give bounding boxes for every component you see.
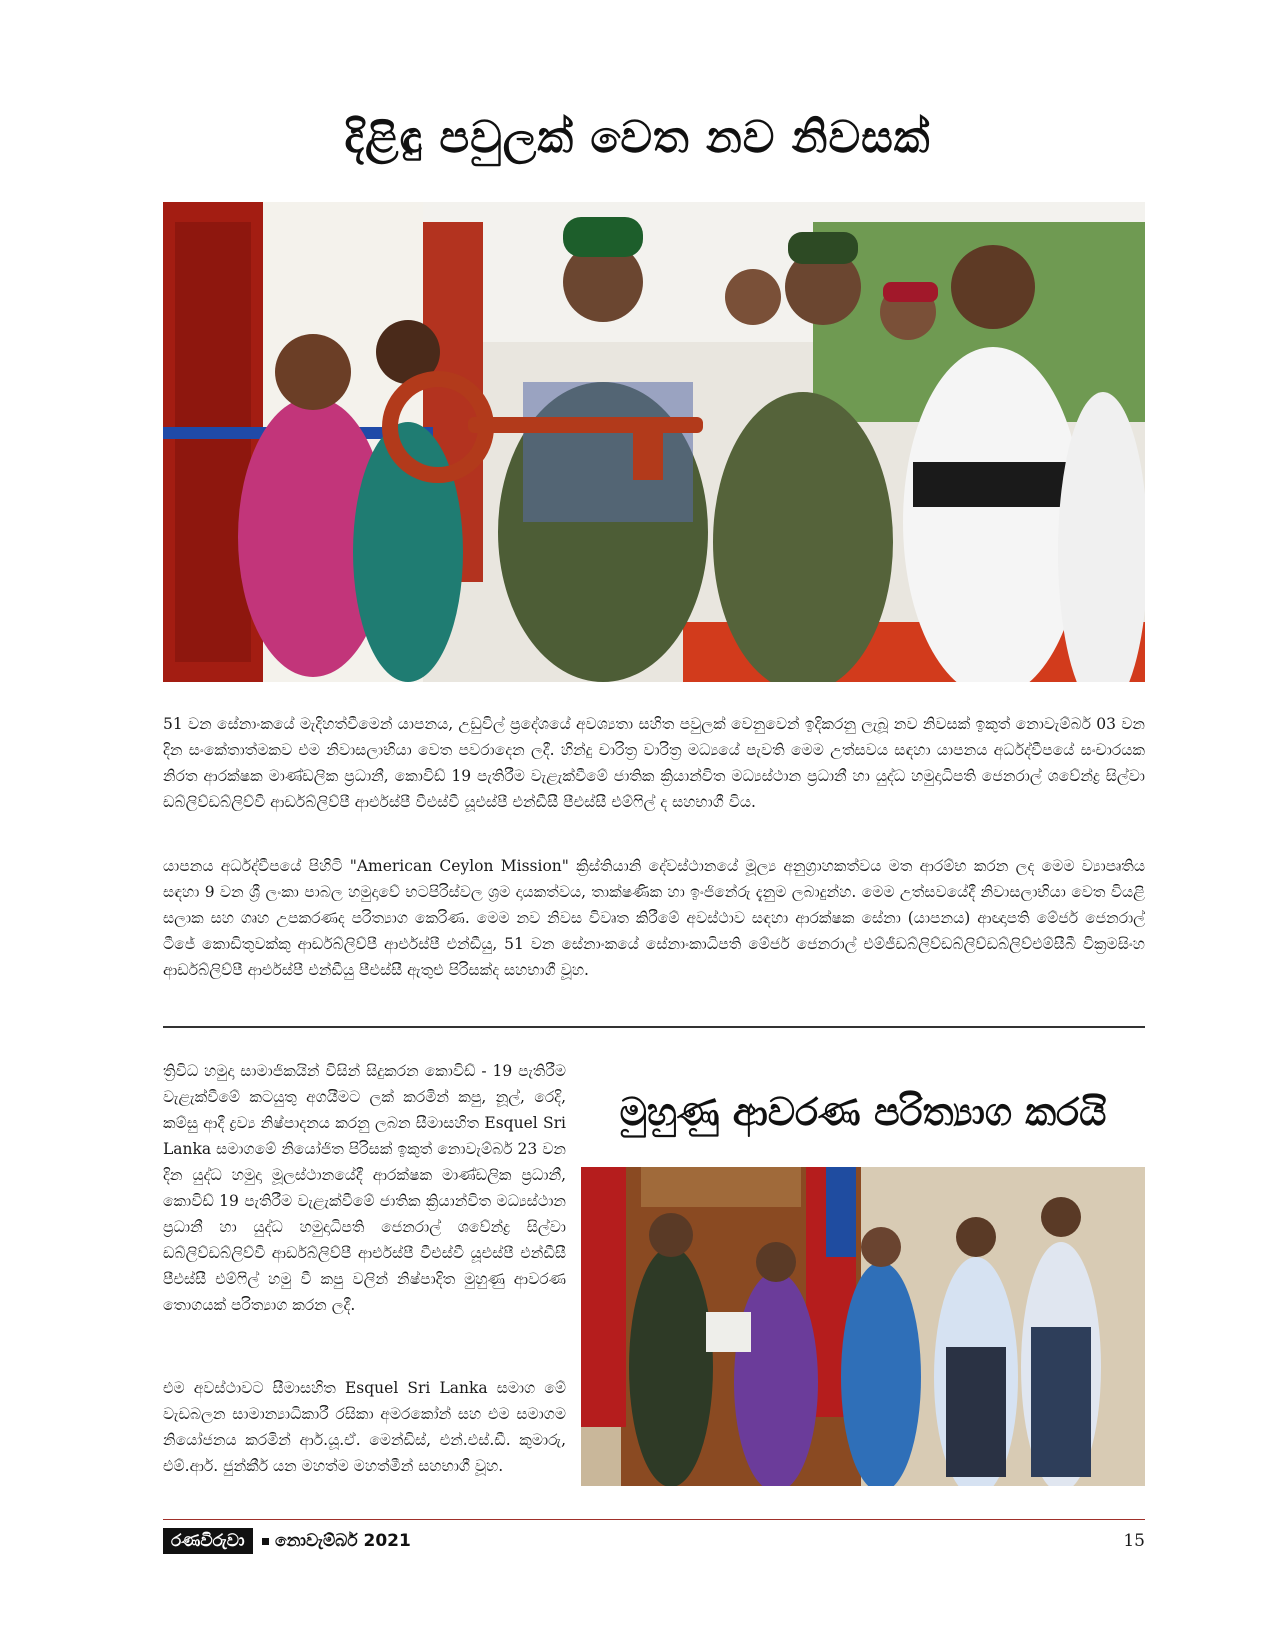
article-headline: දිළිඳු පවුලක් වෙත නව නිවසක් <box>344 112 931 163</box>
donation-paragraph-1: ත්‍රිවිධ හමුදා සාමාජිකයින් විසින් සිදුකරන කොවිඩ් - 19 පැතිරීම වැළැක්වීමේ කටයුතු අගයීමට ලක් කරමින් කපු, නූල්, රෙදි, කම්සු ආදී ද්‍රව්‍ය නිෂ්පාදනය කරනු ලබන සීමාසහිත Esquel Sri Lanka සමාගමේ නියෝජිත පිරිසක් ඉකුත් නොවැම්බර් 23 වන දින යුද්ධ හමුදා මූලස්ථානයේදී ආරක්ෂක මාණ්ඩලික ප්‍රධානී, කොවිඩ් 19 පැතිරීම වැළැක්වීමේ ජාතික ක්‍රියාන්විත මධ්‍යස්ථාන ප්‍රධානී හා යුද්ධ හමුදාධිපති ජෙනරාල් ශවේන්ද්‍ර සිල්වා ඩබ්ලිව්ඩබ්ලිව්වී ආර්ඩබ්ලිව්පී ආර්එස්පී වීඑස්වී යූඑස්පී එන්ඩීසී පීඑස්සී එම්ෆිල් හමු වී කපු වලින් නිෂ්පාදිත මුහුණු ආවරණ තොගයක් පරිත්‍යාග කරන ලදී. <box>163 1062 566 1314</box>
mask-donation-photo-art <box>581 1167 1145 1486</box>
donation-paragraph-2: එම අවස්ථාවට සීමාසහිත Esquel Sri Lanka සමාග මේ වැඩබලන සාමාන්‍යාධිකාරී රසිකා අමරකෝන් සහ එම සමාගම නියෝජනය කරමින් ආර්.යූ.ඒ. මෙන්ඩිස්, එන්.එස්.ඩී. කුමාරු, එම්.ආර්. ජුන්කීර් යන මහත්ම මහත්මීන් සහභාගී වූහ. <box>163 1379 566 1475</box>
donation-headline: මුහුණු ආවරණ පරිත්‍යාග කරයි <box>619 1090 1107 1134</box>
article-paragraph-1: 51 වන සේනාංකයේ මැදිහත්වීමෙන් යාපනය, උඩුවිල් ප්‍රදේශයේ අවශ්‍යතා සහිත පවුලක් වෙනුවෙන් ඉදිකරනු ලැබූ නව නිවසක් ඉකුත් නොවැම්බර් 03 වන දින සංකේතාත්මකව එම නිවාසලාභියා වෙත පවරාදෙන ලදී. හින්දු චාරිත්‍ර වාරිත්‍ර මධ්‍යයේ පැවති මෙම උත්සවය සඳහා යාපනය අර්ධද්වීපයේ සංචාරයක නිරත ආරක්ෂක මාණ්ඩලික ප්‍රධානී, කොවිඩ් 19 පැතිරීම වැළැක්වීමේ ජාතික ක්‍රියාන්විත මධ්‍යස්ථාන ප්‍රධානී හා යුද්ධ හමුදාධිපති ජෙනරාල් ශවේන්ද්‍ර සිල්වා ඩබ්ලිව්ඩබ්ලිව්වී ආර්ඩබ්ලිව්පී ආර්එස්පී වීඑස්වී යූඑස්පී එන්ඩීසී පීඑස්සී එම්ෆිල් ද සහභාගී විය. <box>163 715 1145 811</box>
mask-donation-photo <box>581 1167 1145 1486</box>
section-divider <box>163 1026 1145 1028</box>
magazine-brand-logo: රණවිරුවා <box>163 1528 253 1554</box>
house-handover-photo <box>163 202 1145 682</box>
issue-date <box>262 1531 411 1551</box>
page-number: 15 <box>1123 1531 1145 1551</box>
footer-rule <box>163 1519 1145 1520</box>
article-paragraph-2: යාපනය අර්ධද්වීපයේ පිහිටි "American Ceylon Mission" ක්‍රිස්තියානි දේවස්ථානයේ මූල්‍ය අනුග්‍රාහකත්වය මත ආරම්භ කරන ලද මෙම ව්‍යාපෘතිය සඳහා 9 වන ශ්‍රී ලංකා පාබල හමුදාවේ භටපිරිස්වල ශ්‍රම දායකත්වය, තාක්ෂණික හා ඉංජිනේරු දැනුම ලබාදුන්හ. මෙම උත්සවයේදී නිවාසලාභියා වෙත වියළි සලාක සහ ගෘහ උපකරණද පරිත්‍යාග කෙරිණ. මෙම නව නිවස විවෘත කිරීමේ අවස්ථාව සඳහා ආරක්ෂක සේනා (යාපනය) ආඥාපති මේජර් ජෙනරාල් ටීජේ කොඩිතුවක්කු ආර්ඩබ්ලිව්පී ආර්එස්පී එන්ඩීයු, 51 වන සේනාංකයේ සේනාංකාධිපති මේජර් ජෙනරාල් එම්ජීඩබ්ලිව්ඩබ්ලිව්ඩබ්ලිව්එම්සීබී වික්‍රමසිංහ ආර්ඩබ්ලිව්පී ආර්එස්පී එන්ඩීයු පීඑස්සී ඇතුළු පිරිසක්ද සහභාගී වූහ. <box>163 857 1145 979</box>
bullet-square-icon <box>262 1538 269 1545</box>
house-handover-photo-art <box>163 202 1145 682</box>
issue-date-text: නොවැම්බර් 2021 <box>275 1531 411 1551</box>
